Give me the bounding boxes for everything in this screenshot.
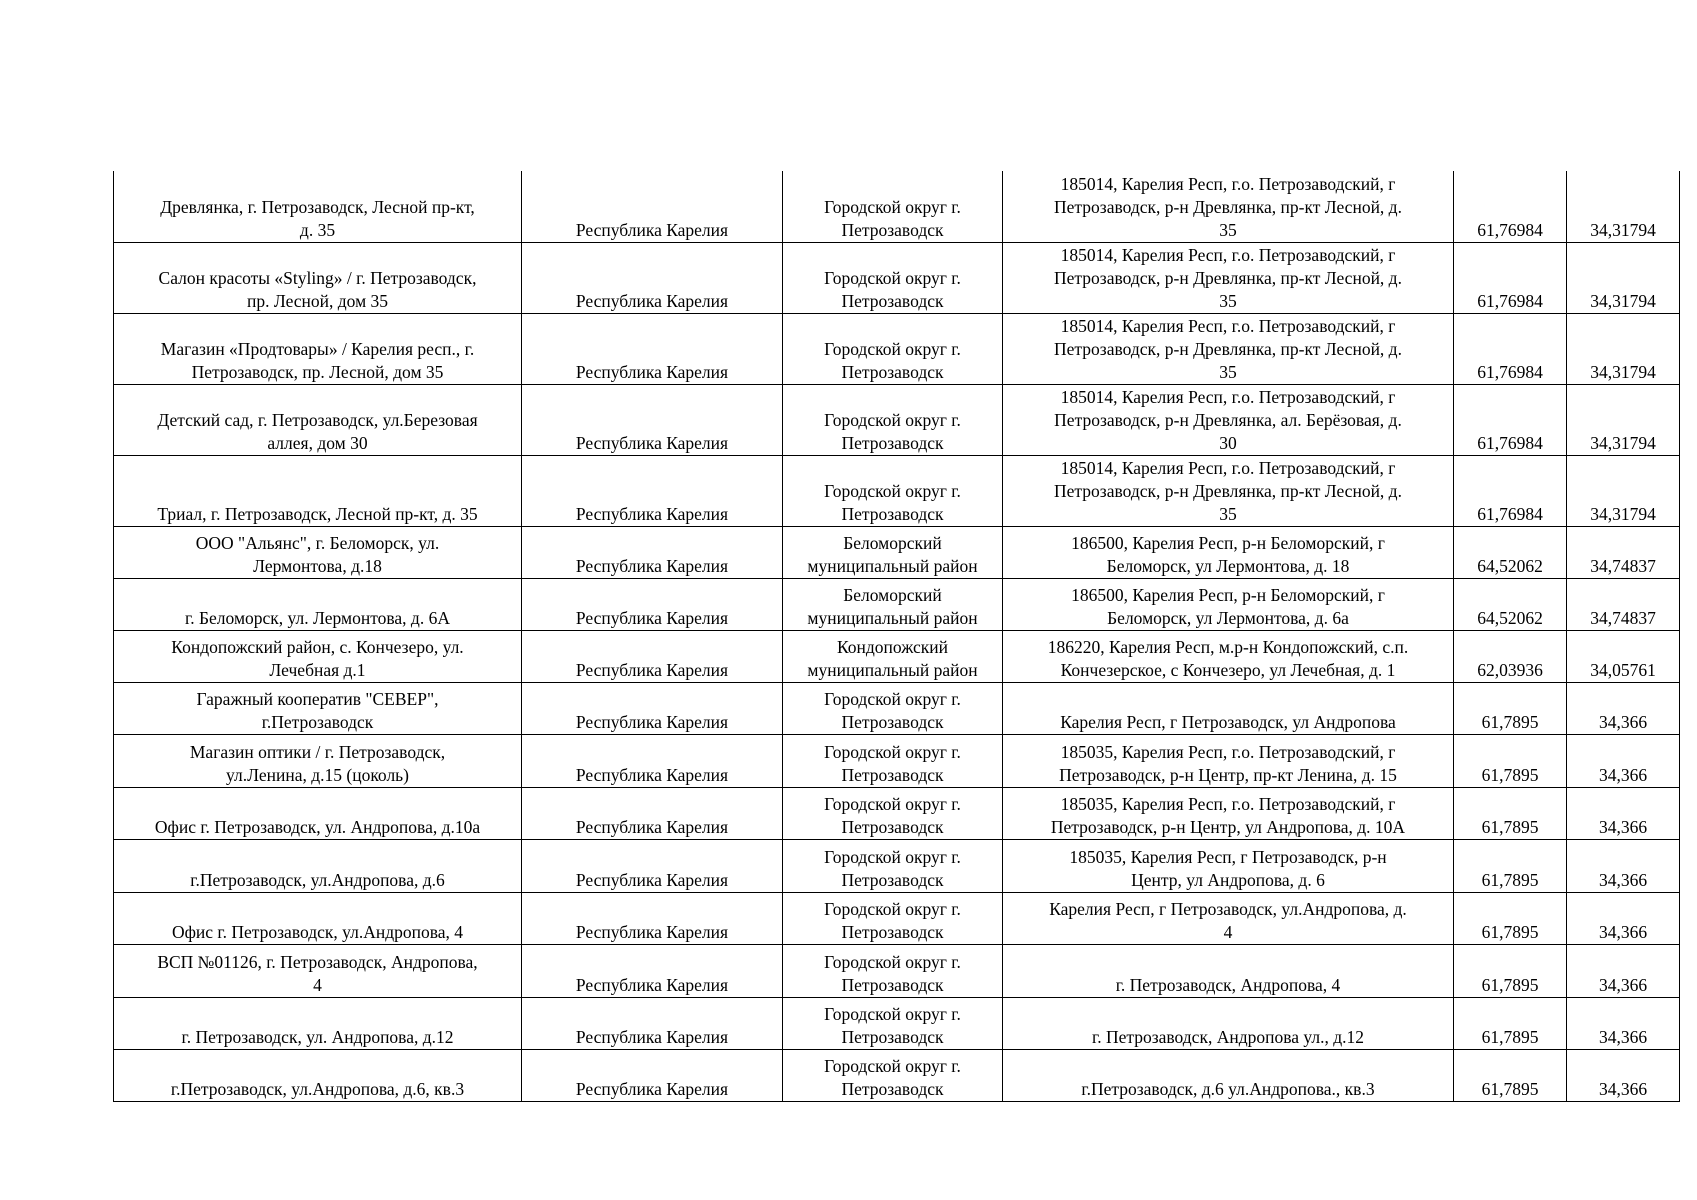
cell-lon: 34,05761 [1567,630,1680,682]
cell-district: Городской округ г. Петрозаводск [783,944,1003,997]
cell-address: Карелия Респ, г Петрозаводск, ул.Андропова, д. 4 [1003,892,1454,944]
cell-lon: 34,366 [1567,944,1680,997]
cell-lon: 34,31794 [1567,384,1680,455]
cell-lon: 34,366 [1567,734,1680,787]
cell-lat: 64,52062 [1454,526,1567,578]
cell-district: Городской округ г. Петрозаводск [783,682,1003,734]
cell-region: Республика Карелия [522,455,783,526]
cell-district: Городской округ г. Петрозаводск [783,384,1003,455]
cell-region: Республика Карелия [522,839,783,892]
cell-district: Городской округ г. Петрозаводск [783,171,1003,242]
cell-lat: 61,7895 [1454,892,1567,944]
cell-lat: 61,76984 [1454,171,1567,242]
cell-region: Республика Карелия [522,734,783,787]
cell-region: Республика Карелия [522,1049,783,1101]
cell-region: Республика Карелия [522,787,783,839]
cell-lat: 61,7895 [1454,682,1567,734]
cell-address: 186220, Карелия Респ, м.р-н Кондопожский, с.п. Кончезерское, с Кончезеро, ул Лечебная, д. 1 [1003,630,1454,682]
cell-name: г.Петрозаводск, ул.Андропова, д.6, кв.3 [114,1049,522,1101]
cell-name: Офис г. Петрозаводск, ул. Андропова, д.10а [114,787,522,839]
cell-region: Республика Карелия [522,682,783,734]
cell-lon: 34,31794 [1567,242,1680,313]
cell-lat: 64,52062 [1454,578,1567,630]
cell-lon: 34,74837 [1567,526,1680,578]
cell-district: Городской округ г. Петрозаводск [783,997,1003,1049]
cell-lat: 62,03936 [1454,630,1567,682]
cell-district: Беломорский муниципальный район [783,578,1003,630]
cell-address: 185014, Карелия Респ, г.о. Петрозаводский, г Петрозаводск, р-н Древлянка, пр-кт Лесной, д. 35 [1003,313,1454,384]
cell-lat: 61,7895 [1454,787,1567,839]
cell-address: г. Петрозаводск, Андропова ул., д.12 [1003,997,1454,1049]
cell-address: 185014, Карелия Респ, г.о. Петрозаводский, г Петрозаводск, р-н Древлянка, пр-кт Лесной, д. 35 [1003,242,1454,313]
cell-address: г. Петрозаводск, Андропова, 4 [1003,944,1454,997]
cell-lat: 61,76984 [1454,242,1567,313]
cell-region: Республика Карелия [522,384,783,455]
cell-district: Кондопожский муниципальный район [783,630,1003,682]
cell-lon: 34,31794 [1567,313,1680,384]
cell-region: Республика Карелия [522,630,783,682]
address-table [113,171,1680,1102]
cell-name: Офис г. Петрозаводск, ул.Андропова, 4 [114,892,522,944]
cell-address: г.Петрозаводск, д.6 ул.Андропова., кв.3 [1003,1049,1454,1101]
cell-region: Республика Карелия [522,892,783,944]
cell-region: Республика Карелия [522,242,783,313]
table-row [114,171,1680,242]
cell-region: Республика Карелия [522,526,783,578]
table-row [114,682,1680,734]
cell-name: Гаражный кооператив "СЕВЕР", г.Петрозаводск [114,682,522,734]
cell-lon: 34,31794 [1567,171,1680,242]
table-row [114,944,1680,997]
table-row [114,313,1680,384]
cell-lon: 34,366 [1567,997,1680,1049]
table-row [114,892,1680,944]
cell-district: Городской округ г. Петрозаводск [783,242,1003,313]
table-row [114,578,1680,630]
cell-name: Детский сад, г. Петрозаводск, ул.Березовая аллея, дом 30 [114,384,522,455]
cell-lon: 34,366 [1567,1049,1680,1101]
table-row [114,630,1680,682]
cell-address: 185035, Карелия Респ, г Петрозаводск, р-н Центр, ул Андропова, д. 6 [1003,839,1454,892]
cell-district: Городской округ г. Петрозаводск [783,892,1003,944]
cell-lat: 61,76984 [1454,455,1567,526]
cell-name: Триал, г. Петрозаводск, Лесной пр-кт, д. 35 [114,455,522,526]
table-body [114,171,1680,1101]
table-row [114,455,1680,526]
cell-region: Республика Карелия [522,171,783,242]
cell-name: Древлянка, г. Петрозаводск, Лесной пр-кт, д. 35 [114,171,522,242]
cell-lon: 34,366 [1567,787,1680,839]
cell-address: Карелия Респ, г Петрозаводск, ул Андропова [1003,682,1454,734]
table-row [114,384,1680,455]
cell-address: 185014, Карелия Респ, г.о. Петрозаводский, г Петрозаводск, р-н Древлянка, пр-кт Лесной, д. 35 [1003,171,1454,242]
cell-address: 186500, Карелия Респ, р-н Беломорский, г Беломорск, ул Лермонтова, д. 18 [1003,526,1454,578]
cell-address: 186500, Карелия Респ, р-н Беломорский, г Беломорск, ул Лермонтова, д. 6а [1003,578,1454,630]
cell-lat: 61,7895 [1454,839,1567,892]
cell-lat: 61,7895 [1454,1049,1567,1101]
cell-name: Магазин «Продтовары» / Карелия респ., г. Петрозаводск, пр. Лесной, дом 35 [114,313,522,384]
cell-name: ООО "Альянс", г. Беломорск, ул. Лермонтова, д.18 [114,526,522,578]
table-row [114,787,1680,839]
cell-district: Городской округ г. Петрозаводск [783,455,1003,526]
cell-address: 185014, Карелия Респ, г.о. Петрозаводский, г Петрозаводск, р-н Древлянка, ал. Берёзовая, д. 30 [1003,384,1454,455]
table-row [114,734,1680,787]
table-row [114,997,1680,1049]
cell-name: Салон красоты «Styling» / г. Петрозаводск, пр. Лесной, дом 35 [114,242,522,313]
cell-district: Городской округ г. Петрозаводск [783,1049,1003,1101]
cell-lat: 61,7895 [1454,734,1567,787]
cell-address: 185014, Карелия Респ, г.о. Петрозаводский, г Петрозаводск, р-н Древлянка, пр-кт Лесной, д. 35 [1003,455,1454,526]
cell-district: Городской округ г. Петрозаводск [783,313,1003,384]
table-row [114,1049,1680,1101]
cell-region: Республика Карелия [522,313,783,384]
cell-address: 185035, Карелия Респ, г.о. Петрозаводский, г Петрозаводск, р-н Центр, ул Андропова, д. 10А [1003,787,1454,839]
cell-district: Городской округ г. Петрозаводск [783,734,1003,787]
cell-lon: 34,366 [1567,682,1680,734]
cell-lon: 34,366 [1567,892,1680,944]
cell-name: г. Беломорск, ул. Лермонтова, д. 6А [114,578,522,630]
cell-lon: 34,74837 [1567,578,1680,630]
cell-name: Кондопожский район, с. Кончезеро, ул. Лечебная д.1 [114,630,522,682]
cell-region: Республика Карелия [522,944,783,997]
cell-region: Республика Карелия [522,997,783,1049]
table-row [114,242,1680,313]
cell-district: Городской округ г. Петрозаводск [783,787,1003,839]
cell-district: Городской округ г. Петрозаводск [783,839,1003,892]
cell-name: г.Петрозаводск, ул.Андропова, д.6 [114,839,522,892]
table-row [114,526,1680,578]
cell-district: Беломорский муниципальный район [783,526,1003,578]
cell-name: г. Петрозаводск, ул. Андропова, д.12 [114,997,522,1049]
cell-name: Магазин оптики / г. Петрозаводск, ул.Ленина, д.15 (цоколь) [114,734,522,787]
cell-name: ВСП №01126, г. Петрозаводск, Андропова, 4 [114,944,522,997]
cell-lat: 61,7895 [1454,944,1567,997]
cell-lat: 61,76984 [1454,313,1567,384]
cell-lat: 61,76984 [1454,384,1567,455]
cell-lon: 34,31794 [1567,455,1680,526]
cell-region: Республика Карелия [522,578,783,630]
cell-lat: 61,7895 [1454,997,1567,1049]
table-row [114,839,1680,892]
cell-address: 185035, Карелия Респ, г.о. Петрозаводский, г Петрозаводск, р-н Центр, пр-кт Ленина, д. 15 [1003,734,1454,787]
cell-lon: 34,366 [1567,839,1680,892]
